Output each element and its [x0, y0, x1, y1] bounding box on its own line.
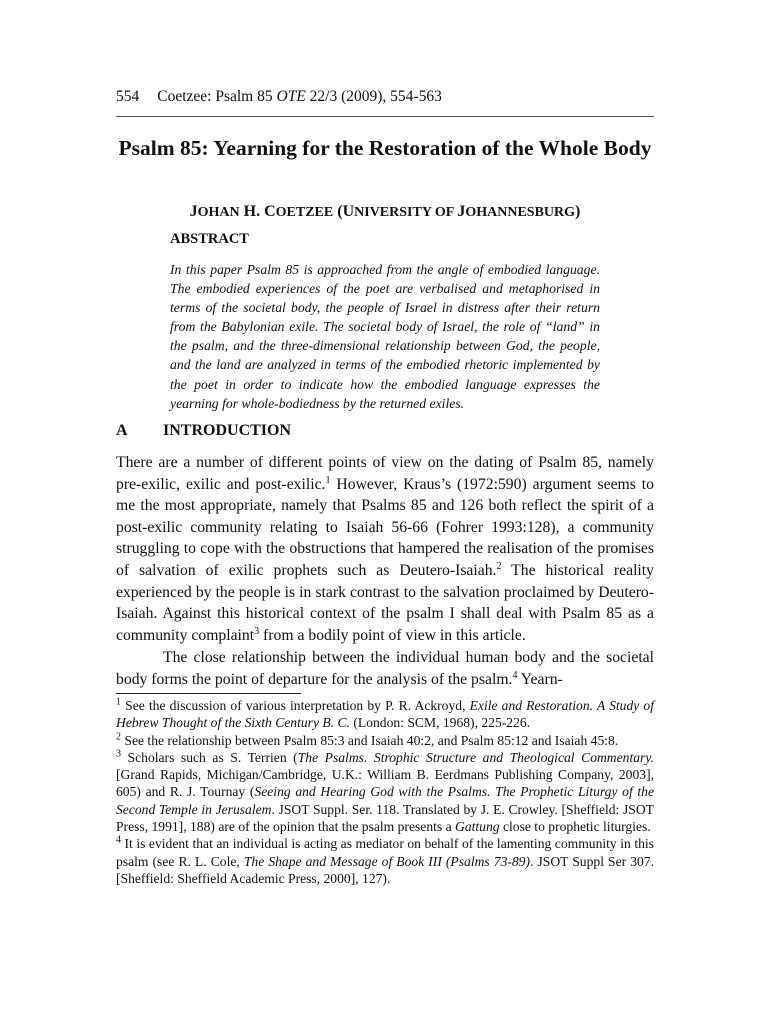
- footnote-ref-2: 2: [496, 560, 502, 572]
- header-rule: [116, 116, 654, 117]
- footnote-ref-1: 1: [325, 474, 331, 486]
- footnote-3: $^3$ Scholars such as S. Terrien (The Psalms. Strophic Structure and Theological Commentary. [Grand Rapids, Michigan/Cambridge, U.K.: William B. Eerdmans Publishing Company, 2003], 605) and R. J. Tournay (Seeing and Hearing God with the Psalms. The Prophetic Liturgy of the Second Temple in Jerusalem. JSOT Suppl. Ser. 118. Translated by J. E. Crowley. [Sheffield: JSOT Press, 1991], 188) are of the opinion that the psalm presents a Gattung close to prophetic liturgies.: [116, 748, 654, 835]
- running-head-text: Coetzee: Psalm 85: [157, 88, 277, 105]
- running-head-issue: 22/3 (2009), 554-563: [305, 88, 442, 105]
- running-head: [116, 88, 654, 106]
- footnote-4: $^4$ It is evident that an individual is acting as mediator on behalf of the lamenting community in this psalm (see R. L. Cole, The Shape and Message of Book III (Psalms 73-89). JSOT Suppl Ser 307. [Sheffield: Sheffield Academic Press, 2000], 127).: [116, 834, 654, 886]
- abstract-heading: ABSTRACT: [170, 231, 249, 247]
- footnote-rule: [116, 693, 301, 694]
- author-line: JOHAN H. COETZEE (UNIVERSITY OF JOHANNESBURG): [189, 203, 581, 220]
- footnotes: [116, 697, 654, 887]
- footnote-2: $^2$ See the relationship between Psalm 85:3 and Isaiah 40:2, and Psalm 85:12 and Isaiah 45:8.: [116, 731, 619, 748]
- section-title: INTRODUCTION: [163, 422, 292, 439]
- section-heading: [116, 422, 291, 440]
- abstract-text: In this paper Psalm 85 is approached from the angle of embodied language. The embodied experiences of the poet are verbalised and metaphorised in terms of the societal body, the people of Israel in distress after their return from the Babylonian exile. The societal body of Israel, the role of “land” in the psalm, and the three-dimensional relationship between God, the people, and the land are analyzed in terms of the embodied rhetoric implemented by the poet in order to indicate how the embodied language expresses the yearning for whole-bodiedness by the returned exiles.: [170, 262, 600, 411]
- footnote-ref-3: 3: [254, 625, 260, 637]
- footnote-1: $^1$ See the discussion of various interpretation by P. R. Ackroyd, Exile and Restoration. A Study of Hebrew Thought of the Sixth Century B. C. (London: SCM, 1968), 225-226.: [116, 696, 654, 731]
- section-letter: A: [116, 422, 128, 439]
- running-head-journal: OTE: [276, 88, 306, 105]
- page-number: 554: [116, 88, 140, 105]
- article-title: Psalm 85: Yearning for the Restoration of the Whole Body: [118, 136, 652, 160]
- body-paragraph-1: There are a number of different points of view on the dating of Psalm 85, namely pre-exilic, exilic and post-exilic.$^1$ However, Kraus’s (1972:590) argument seems to me the most appropriate, namely that Psalms 85 and 126 both reflect the spirit of a post-exilic community relating to Isaiah 56-66 (Fohrer 1993:128), a community struggling to cope with the obstructions that hampered the realisation of the promises of salvation of exilic prophets such as Deutero-Isaiah.$^2$ The historical reality experienced by the people is in stark contrast to the salvation proclaimed by Deutero-Isaiah. Against this historical context of the psalm I shall deal with Psalm 85 as a community complaint$^3$ from a bodily point of view in this article.: [116, 454, 654, 644]
- body-paragraph-2: The close relationship between the individual human body and the societal body forms the point of departure for the analysis of the psalm.$^4$ Yearn-: [116, 649, 654, 688]
- footnote-ref-4: 4: [512, 669, 518, 681]
